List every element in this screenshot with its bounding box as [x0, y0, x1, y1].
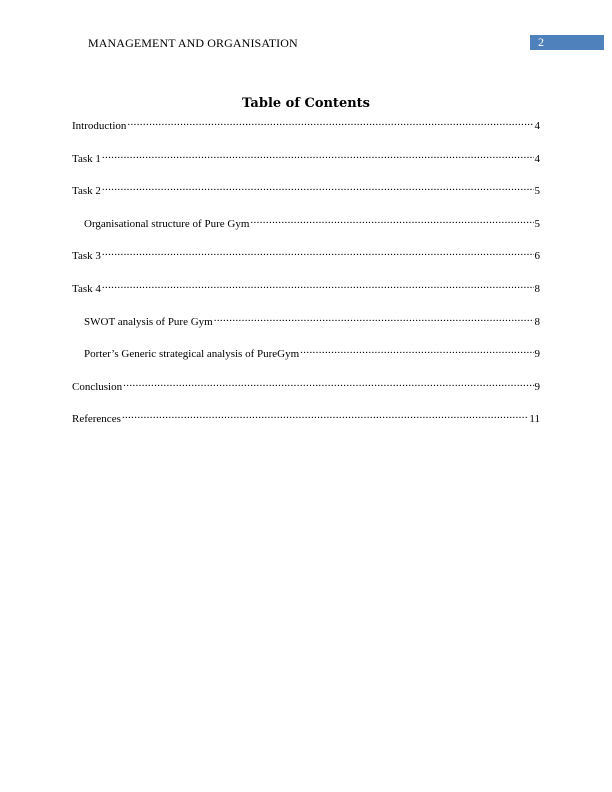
toc-entry-page: 9	[534, 348, 540, 361]
toc-entry-page: 4	[534, 120, 540, 132]
toc-leader-dots	[102, 278, 534, 292]
toc-entry-page: 11	[529, 413, 540, 426]
toc-entry-page: 4	[534, 152, 540, 165]
toc-entry-task-4[interactable]	[72, 278, 540, 311]
toc-entry-introduction[interactable]	[72, 115, 540, 148]
table-of-contents	[72, 115, 540, 441]
toc-entry-label: Porter’s Generic strategical analysis of PureGym	[84, 348, 300, 361]
toc-entry-page: 5	[534, 185, 540, 198]
toc-entry-task-3[interactable]	[72, 245, 540, 278]
toc-entry-swot-analysis[interactable]	[72, 311, 540, 344]
toc-entry-label: Conclusion	[72, 380, 123, 393]
toc-leader-dots	[123, 376, 533, 390]
toc-entry-task-2[interactable]	[72, 180, 540, 213]
toc-entry-label: Introduction	[72, 120, 127, 132]
toc-entry-label: Task 1	[72, 152, 101, 165]
toc-entry-label: Organisational structure of Pure Gym	[84, 217, 250, 230]
toc-entry-page: 5	[534, 217, 540, 230]
toc-leader-dots	[127, 115, 533, 129]
toc-entry-label: References	[72, 413, 121, 426]
toc-entry-page: 9	[534, 380, 540, 393]
toc-entry-label: SWOT analysis of Pure Gym	[84, 315, 213, 328]
page-number-badge	[530, 35, 604, 50]
page-number: 2	[538, 35, 544, 49]
toc-leader-dots	[250, 213, 533, 227]
toc-leader-dots	[300, 343, 533, 357]
toc-entry-page: 6	[534, 250, 540, 263]
toc-leader-dots	[102, 148, 534, 162]
toc-leader-dots	[102, 245, 534, 259]
toc-leader-dots	[102, 180, 534, 194]
toc-entry-page: 8	[534, 315, 540, 328]
toc-entry-task-1[interactable]	[72, 148, 540, 181]
toc-leader-dots	[122, 408, 529, 422]
toc-entry-label: Task 4	[72, 282, 101, 295]
toc-heading: Table of Contents	[242, 96, 370, 111]
toc-entry-label: Task 3	[72, 250, 101, 263]
toc-entry-organisational-structure[interactable]	[72, 213, 540, 246]
toc-leader-dots	[214, 311, 534, 325]
toc-entry-conclusion[interactable]	[72, 376, 540, 409]
toc-entry-label: Task 2	[72, 185, 101, 198]
toc-entry-page: 8	[534, 282, 540, 295]
toc-entry-references[interactable]	[72, 408, 540, 441]
toc-entry-porters-generic-analysis[interactable]	[72, 343, 540, 376]
running-header-title: MANAGEMENT AND ORGANISATION	[88, 36, 298, 50]
